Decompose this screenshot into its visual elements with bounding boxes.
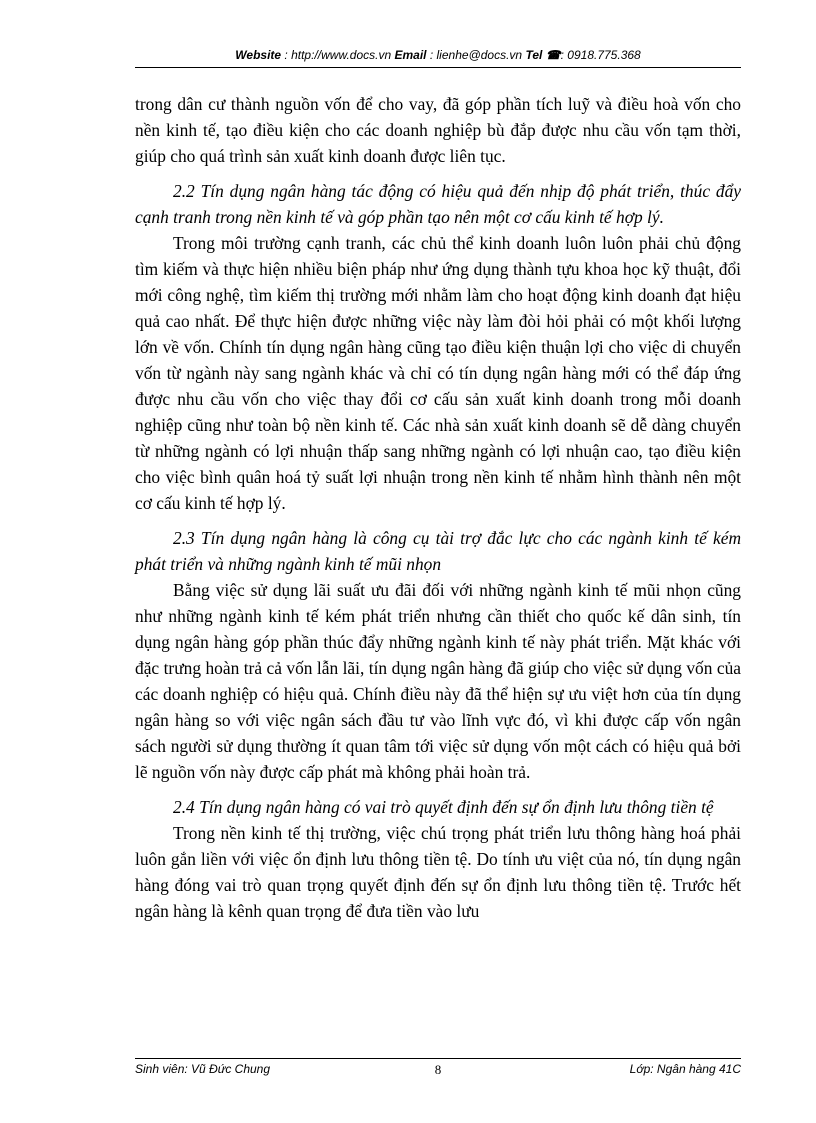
page-number: 8 — [434, 1062, 442, 1077]
class-name: Lớp: Ngân hàng 41C — [629, 1062, 741, 1076]
paragraph-2-4: Trong nền kinh tế thị trường, việc chú trọng phát triển lưu thông hàng hoá phải luôn gắn liền với việc ổn định lưu thông tiền tệ. Do tính ưu việt của nó, tín dụng ngân hàng đóng vai trò quan trọng quyết định đến sự ổn định lưu thông tiền tệ. Trước hết ngân hàng là kênh quan trọng để đưa tiền vào lưu — [135, 823, 741, 921]
section-heading-2-2: 2.2 Tín dụng ngân hàng tác động có hiệu quả đến nhịp độ phát triển, thúc đẩy cạnh tranh trong nền kinh tế và góp phần tạo nên một cơ cấu kinh tế hợp lý. — [135, 181, 741, 227]
document-body — [135, 91, 741, 924]
section-heading-2-3: 2.3 Tín dụng ngân hàng là công cụ tài trợ đắc lực cho các ngành kinh tế kém phát triển và những ngành kinh tế mũi nhọn — [135, 528, 741, 574]
paragraph-2-2: Trong môi trường cạnh tranh, các chủ thể kinh doanh luôn luôn phải chủ động tìm kiếm và thực hiện nhiều biện pháp như ứng dụng thành tựu khoa học kỹ thuật, đổi mới công nghệ, tìm kiếm thị trường mới nhằm làm cho hoạt động kinh doanh đạt hiệu quả cao nhất. Để thực hiện được những việc này làm đòi hỏi phải có một khối lượng lớn về vốn. Chính tín dụng ngân hàng cũng tạo điều kiện thuận lợi cho việc di chuyển vốn từ ngành này sang ngành khác và chỉ có tín dụng ngân hàng mới có thể đáp ứng được nhu cầu vốn cho việc thay đổi cơ cấu sản xuất kinh doanh trong mỗi doanh nghiệp cũng như toàn bộ nền kinh tế. Các nhà sản xuất kinh doanh sẽ dễ dàng chuyển từ những ngành có lợi nhuận thấp sang những ngành có lợi nhuận cao, tạo điều kiện cho việc bình quân hoá tỷ suất lợi nhuận trong nền kinh tế nhằm hình thành nên một cơ cấu kinh tế hợp lý. — [135, 233, 741, 513]
website-url: http://www.docs.vn — [291, 48, 392, 62]
page-header — [135, 48, 741, 62]
phone-icon: ☎ — [545, 48, 561, 62]
email-label: Email — [394, 48, 427, 62]
paragraph-intro: trong dân cư thành nguồn vốn để cho vay, đã góp phần tích luỹ và điều hoà vốn cho nền kinh tế, tạo điều kiện cho các doanh nghiệp bù đắp được nhu cầu vốn tạm thời, giúp cho quá trình sản xuất kinh doanh được liên tục. — [135, 94, 741, 166]
tel-label: Tel — [525, 48, 543, 62]
header-divider — [135, 67, 741, 68]
student-name: Sinh viên: Vũ Đức Chung — [135, 1062, 271, 1076]
email-separator: : — [426, 48, 437, 62]
footer-divider — [135, 1058, 741, 1059]
page-footer — [135, 1062, 741, 1080]
website-label: Website — [235, 48, 282, 62]
section-heading-2-4: 2.4 Tín dụng ngân hàng có vai trò quyết định đến sự ổn định lưu thông tiền tệ — [173, 797, 714, 817]
website-separator: : — [281, 48, 292, 62]
paragraph-2-3: Bằng việc sử dụng lãi suất ưu đãi đối với những ngành kinh tế mũi nhọn cũng như những ngành kinh tế kém phát triển nhưng cần thiết cho quốc kế dân sinh, tín dụng ngân hàng góp phần thúc đẩy những ngành kinh tế này phát triển. Mặt khác với đặc trưng hoàn trả cả vốn lẫn lãi, tín dụng ngân hàng đã giúp cho việc sử dụng vốn của các doanh nghiệp có hiệu quả. Chính điều này đã thể hiện sự ưu việt hơn của tín dụng ngân hàng so với việc ngân sách đầu tư vào lĩnh vực đó, vì khi được cấp vốn ngân sách người sử dụng thường ít quan tâm tới việc sử dụng vốn một cách có hiệu quả bởi lẽ nguồn vốn này được cấp phát mà không phải hoàn trả. — [135, 580, 741, 782]
email-address: lienhe@docs.vn — [436, 48, 523, 62]
tel-number: : 0918.775.368 — [560, 48, 641, 62]
